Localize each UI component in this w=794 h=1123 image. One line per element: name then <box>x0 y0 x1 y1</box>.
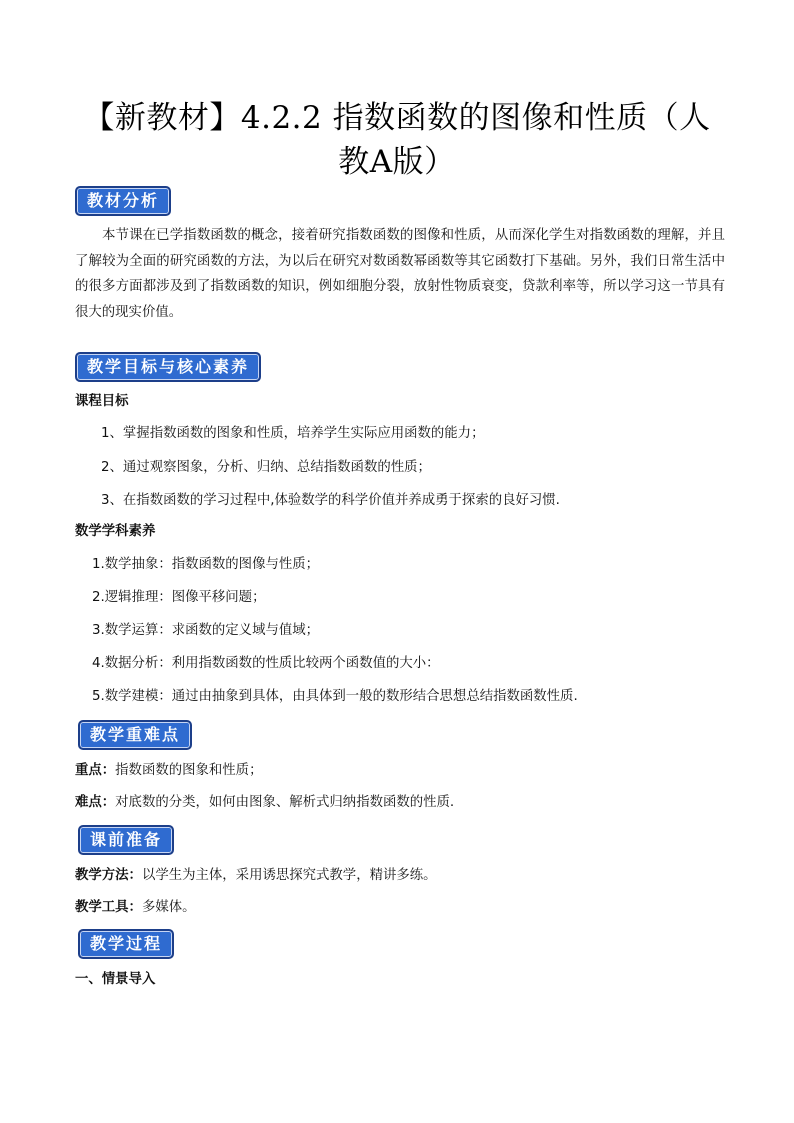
literacy-item: 3.数学运算：求函数的定义域与值域； <box>92 623 320 638</box>
literacy-item: 5.数学建模：通过由抽象到具体，由具体到一般的数形结合思想总结指数函数性质. <box>92 689 578 704</box>
difficult-label: 难点： <box>75 795 116 810</box>
method-text: 以学生为主体，采用诱思探究式教学，精讲多练。 <box>141 868 437 883</box>
literacy-item: 1.数学抽象：指数函数的图像与性质； <box>92 557 320 572</box>
intro-heading: 一、情景导入 <box>75 972 156 987</box>
difficult-point-line <box>75 793 454 813</box>
tools-line <box>75 898 196 918</box>
key-point-line <box>75 761 262 781</box>
course-goal-item: 3、在指数函数的学习过程中,体验数学的科学价值并养成勇于探索的良好习惯. <box>101 493 560 508</box>
tools-label: 教学工具： <box>75 900 142 915</box>
literacy-heading: 数学学科素养 <box>75 524 156 539</box>
difficult-text: 对底数的分类，如何由图象、解析式归纳指数函数的性质. <box>115 795 455 810</box>
method-label: 教学方法： <box>75 868 142 883</box>
course-goal-item: 2、通过观察图象，分析、归纳、总结指数函数的性质； <box>101 460 431 475</box>
method-line <box>75 866 437 886</box>
title-line-2: 教A版） <box>338 144 456 180</box>
section-badge-goals: 教学目标与核心素养 <box>75 352 261 382</box>
literacy-item: 4.数据分析：利用指数函数的性质比较两个函数值的大小： <box>92 656 440 671</box>
section-badge-prep: 课前准备 <box>78 825 174 855</box>
literacy-item: 2.逻辑推理：图像平移问题； <box>92 590 266 605</box>
title-line-1: 【新教材】4.2.2 指数函数的图像和性质（人 <box>83 100 711 136</box>
course-goals-heading: 课程目标 <box>75 394 129 409</box>
course-goal-item: 1、掌握指数函数的图象和性质，培养学生实际应用函数的能力； <box>101 426 485 441</box>
document-title <box>40 96 754 184</box>
section-badge-analysis: 教材分析 <box>75 186 171 216</box>
analysis-paragraph: 本节课在已学指数函数的概念，接着研究指数函数的图像和性质，从而深化学生对指数函数的理解，并且了解较为全面的研究函数的方法，为以后在研究对数函数幂函数等其它函数打下基础。另外，我们日常生活中的很多方面都涉及到了指数函数的知识，例如细胞分裂，放射性物质衰变，贷款利率等，所以学习这一节具有很大的现实价值。 <box>75 228 725 320</box>
section-badge-keypoints: 教学重难点 <box>78 720 192 750</box>
tools-text: 多媒体。 <box>141 900 196 915</box>
key-label: 重点： <box>75 763 116 778</box>
key-text: 指数函数的图象和性质； <box>115 763 263 778</box>
section-badge-process: 教学过程 <box>78 929 174 959</box>
